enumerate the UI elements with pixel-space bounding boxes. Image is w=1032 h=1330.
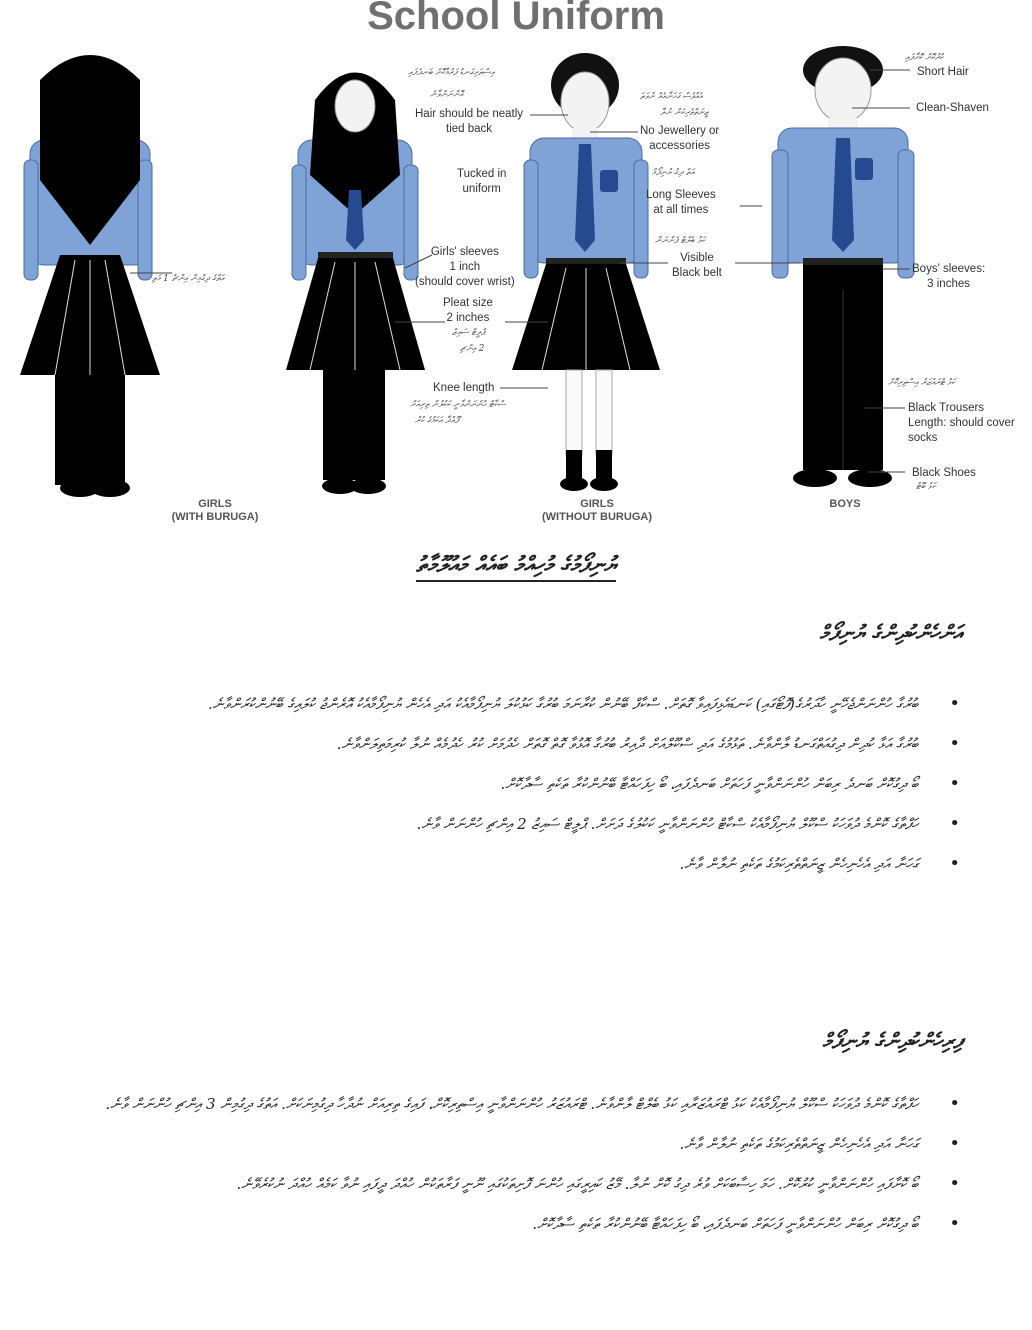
label-hair-tied: Hair should be neatly tied back — [415, 108, 524, 135]
thaana-note-hair: އިސްތަށިގަނޑު ފަރުމާކޮށް ބަނދެފައި — [408, 68, 495, 78]
label-jewellery: No Jewellery or accessories — [640, 125, 720, 152]
thaana-note-hair-boys: ކުރުކޮށް ކޮށާފައި — [905, 53, 944, 63]
thaana-note-shoes: ކަޅު ބޫޓު — [916, 482, 936, 492]
girl-without-buruga-figure — [512, 53, 660, 491]
list-item: • ބޯ ދިގުކޮށް ބަނދެ ރިބަން ހުންނަންވާނީ ފަހަތަށް ބަނދެފައި، ބޯ ހިފަހައްޓާ ބޭނުންކުރާ ތަކެތި ސާދާކޮށް. — [55, 768, 960, 800]
thaana-note-pleat: ޕްލީޓް ސައިޒް — [452, 328, 485, 338]
boys-rules-list — [55, 1088, 960, 1248]
poster-title: School Uniform — [367, 0, 665, 38]
rules-heading — [0, 552, 1032, 578]
boy-figure — [772, 46, 914, 487]
list-item: • ބުރުގާ ހުންނަންޖެހޭނީ ހާދަރުގެ(ފޮޓޯގައި) ކަނޑައެޅިފައިވާ ގޮތަށް. ސްކާފް ބޭނުން ކުރާނަމަ ބުރުގާ ކަޅުކުލަ ޔުނިފޯމާއެކު އަދި އެހެން ޔުނިފޯމާއެކު އޮރެންޖު ކުލައިގެ ބޭނުންކުރަންވާނެ. — [55, 688, 960, 720]
label-pleat: Pleat size 2 inches — [443, 297, 493, 324]
list-item: • ގަހަނާ އަދި އެހެނިހެން ޒީނަތްތެރިކަމުގެ ތަކެތި ނުލާން ވާނެ. — [55, 848, 960, 880]
thaana-note-pleat-num: 2 އިންޗި — [460, 344, 485, 354]
girl-with-buruga-figure — [20, 55, 160, 497]
girl-with-buruga-front-figure — [286, 73, 425, 495]
caption-boys: BOYS — [829, 498, 861, 510]
thaana-note-jewellery: އެއްވެސް ގަހަނާއެއް ނުވަތަ — [640, 92, 703, 102]
girls-rules-list — [55, 688, 960, 888]
label-girls-sleeves: Girls' sleeves 1 inch (should cover wrist) — [415, 246, 515, 288]
caption-girls-no-buruga: GIRLS (WITHOUT BURUGA) — [542, 498, 652, 523]
list-item: • ގަހަނާ އަދި އެހެނިހެން ޒީނަތްތެރިކަމުގެ ތަކެތި ނުލާން ވާނެ. — [55, 1128, 960, 1160]
label-clean-shaven: Clean-Shaven — [916, 102, 989, 114]
thaana-note-hair2: އޮންނަންވާނެ — [430, 90, 463, 100]
list-item: • ހަފްތާގެ ކޮންމެ ދުވަހަކު ސްކޫލް ޔުނިފޯމާއެކު ސްކާޓް ހުންނަންވާނީ ކަކުލުގެ ދަށަށް. ޕްލީޓް ސައިޒު 2 އިންޗި ހުންނަން ވާނެ. — [55, 808, 960, 840]
list-item: • ބޯ ކޮށާފައި ހުންނަންވާނީ ކުރުކޮށް. ހަމަ ހިސާބަކަށް ވުރެ ދިގު ކޮށް ނުލާ. މޭޒު ކައިރީގައި ހުންނަ ފޮށިތަކުގައި ނޫނީ ފަރާތަކުން ހުއްދަ ދީފައި ނުވާ ކަމެއް ހުއްދަ ނުކުރެވޭނެ. — [55, 1168, 960, 1200]
label-trousers: Black Trousers Length: should cover socks — [908, 402, 1015, 444]
thaana-note-sleeve: އަތްގެ ދިގުމިން އިންޗު 1 މަތި — [152, 274, 224, 284]
label-knee: Knee length — [433, 382, 495, 394]
thaana-note-belt: ކަޅު ބެލްޓް ފެންނަން — [655, 236, 706, 246]
list-item: • ބުރުގާ އަޅާ ކުދިން ދިގުއަތްގަނޑު ލާންވާނެ. ތަޅުމުގެ އަދި ސްކޫލްއަށް ދާއިރު ބުރުގާ އޮޅުވާ ގޮތް ގޮތަށް ހެދުމަށް ކުރު ހެދުމެއް ނުލާ ކުރިމަތިލަންވާނެ. — [55, 728, 960, 760]
thaana-note-trousers: ކަޅު ޓްރައުޒަރު އިސްތިރިކޮށް — [888, 378, 956, 388]
thaana-note-jewellery2: ޒީނަތްތެރިކަން ނުލާ — [660, 108, 709, 118]
section-title-boys: ފިރިހެންކުދިންގެ ޔުނިފޯމް — [822, 1028, 962, 1053]
label-belt: Visible Black belt — [672, 252, 722, 279]
label-short-hair: Short Hair — [917, 66, 969, 78]
thaana-note-knee2: ފޫއްދާ އަކަމުގެ ކުރު — [415, 416, 459, 426]
thaana-note-long-sleeves: އަތް ދިގު ޔުނިފޯމް — [652, 168, 695, 178]
rules-heading-text: ޔުނިފޯމުގެ މުހިއްމު ބައެއް މައުލޫމާތު — [416, 552, 616, 582]
section-title-girls: އަންހެންކުދިންގެ ޔުނިފޯމް — [819, 620, 962, 645]
list-item: • ބޯ ދިގުކޮށް ރިބަން ހުންނަންވާނީ ފަހަތަށް ބަނދެފައި، ބޯ ހިފަހައްޓާ ބޭނުންކުރާ ތަކެތި ސާދާކޮށް. — [55, 1208, 960, 1240]
label-tucked: Tucked in uniform — [457, 168, 507, 195]
thaana-note-knee: ސްކާޓް ހުންނަންވާނީ ކަކުލުން ތިރިއަށް — [410, 400, 506, 410]
list-item: • ހަފްތާގެ ކޮންމެ ދުވަހަކު ސްކޫލް ޔުނިފޯމާއެކު ކަޅު ޓްރައުޒަރާއި ކަޅު ބެލްޓް ލާންވާނެ. ޓްރައުޒަރު ހުންނަންވާނީ އިސްތިރިކޮށް، ފައިގެ ތިރިއަށް ނުދާހާ ދިގުމިނަކަށް. އަތުގެ ދިގުމިން 3 އިންޗި ހުންނަން ވާނެ. — [55, 1088, 960, 1120]
caption-girls-buruga: GIRLS (WITH BURUGA) — [171, 498, 259, 523]
label-long-sleeves: Long Sleeves at all times — [646, 189, 716, 216]
label-shoes: Black Shoes — [912, 467, 976, 479]
label-boys-sleeves: Boys' sleeves: 3 inches — [912, 263, 986, 290]
